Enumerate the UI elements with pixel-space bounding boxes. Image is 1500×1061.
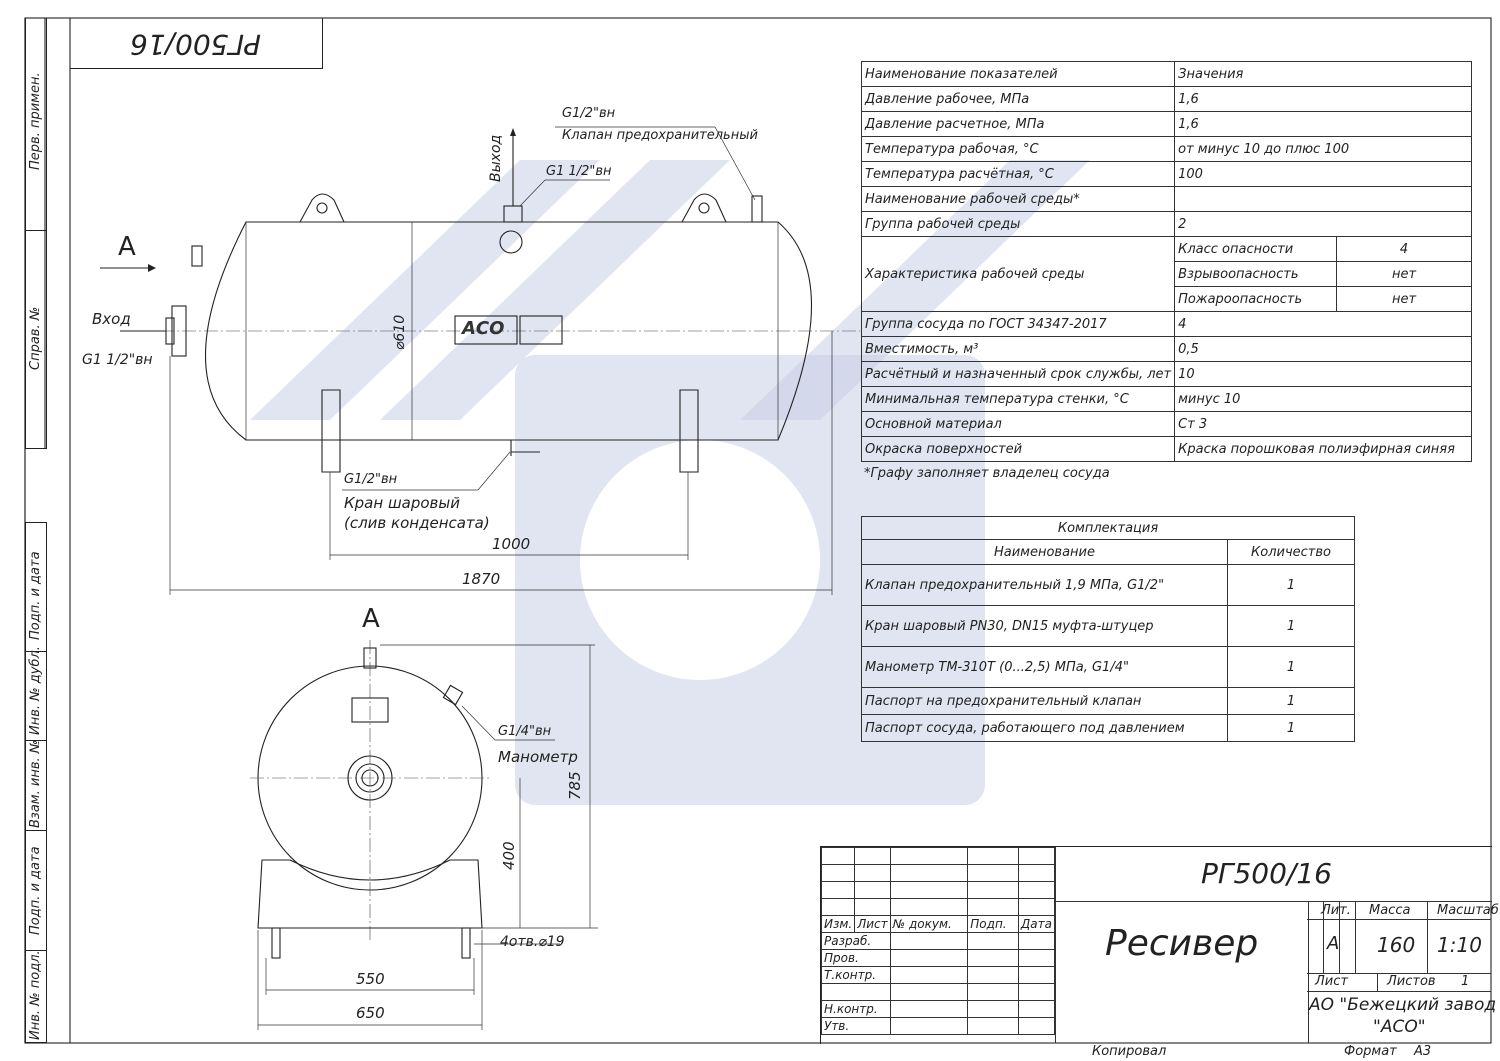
- footnote: *Графу заполняет владелец сосуда: [864, 466, 1110, 481]
- outlet-thread: G1 1/2"вн: [546, 164, 612, 179]
- tb-mass: 160: [1377, 933, 1416, 957]
- role-1: Разраб.: [822, 933, 891, 950]
- table-row: Группа сосуда по ГОСТ 34347-2017 4: [862, 312, 1472, 337]
- table-row: Кран шаровый PN30, DN15 муфта-штуцер 1: [862, 606, 1355, 647]
- kit-col-name: Наименование: [862, 540, 1228, 565]
- dim-550: 550: [356, 970, 385, 988]
- dim-1870: 1870: [462, 570, 501, 588]
- tb-copied: Копировал: [1092, 1044, 1167, 1059]
- table-row: Температура расчётная, °С 100: [862, 162, 1472, 187]
- hdr-date: Дата: [1018, 916, 1054, 933]
- dim-650: 650: [356, 1004, 385, 1022]
- tb-code: РГ500/16: [1201, 857, 1332, 890]
- stamp-code: РГ500/16: [130, 28, 261, 61]
- tb-lit-h: Лит.: [1321, 903, 1351, 918]
- role-2: Пров.: [822, 950, 891, 967]
- role-5: Н.контр.: [822, 1001, 891, 1018]
- table-row: Пожароопасность нет: [862, 287, 1472, 312]
- kit-table: [861, 516, 1355, 742]
- table-row: Группа рабочей среды 2: [862, 212, 1472, 237]
- table-row: Давление расчетное, МПа 1,6: [862, 112, 1472, 137]
- valve-thread: G1/2"вн: [562, 106, 616, 121]
- table-row: Взрывоопасность нет: [862, 262, 1472, 287]
- hdr-izm: Изм.: [822, 916, 855, 933]
- view-label-a-bottom: A: [362, 604, 380, 634]
- table-row: Характеристика рабочей среды Класс опасности 4: [862, 237, 1472, 262]
- kit-title: Комплектация: [862, 517, 1355, 540]
- tb-sheets-n: 1: [1461, 974, 1470, 989]
- valve-label: Клапан предохранительный: [562, 128, 758, 143]
- table-row: Минимальная температура стенки, °С минус 10: [862, 387, 1472, 412]
- role-4: [822, 984, 891, 1001]
- kit-col-qty: Количество: [1228, 540, 1355, 565]
- logo-text: АСО: [462, 318, 505, 339]
- dim-1000: 1000: [492, 535, 531, 553]
- table-row: Расчётный и назначенный срок службы, лет 10: [862, 362, 1472, 387]
- side-label-4: Инв. № дубл.: [28, 646, 43, 735]
- tb-scale-h: Масштаб: [1437, 903, 1499, 918]
- inlet-label: Вход: [92, 310, 131, 328]
- title-block: [820, 846, 1499, 1044]
- spec-table: [861, 61, 1472, 462]
- tb-company-2: "АСО": [1373, 1017, 1426, 1037]
- tb-format: Формат: [1344, 1044, 1397, 1059]
- inlet-thread: G1 1/2"вн: [82, 352, 153, 368]
- hdr-sign: Подп.: [968, 916, 1019, 933]
- table-row: Манометр ТМ-310Т (0...2,5) МПа, G1/4" 1: [862, 647, 1355, 688]
- diameter-label: ⌀610: [392, 314, 408, 350]
- table-row: Паспорт сосуда, работающего под давлением 1: [862, 715, 1355, 742]
- tb-company-1: АО "Бежецкий завод: [1309, 995, 1497, 1015]
- role-3: Т.контр.: [822, 967, 891, 984]
- tb-mass-h: Масса: [1369, 903, 1411, 918]
- table-row: Наименование рабочей среды*: [862, 187, 1472, 212]
- side-label-2: Справ. №: [28, 306, 43, 370]
- tb-name: Ресивер: [1105, 923, 1259, 964]
- table-row: Давление рабочее, МПа 1,6: [862, 87, 1472, 112]
- table-row: Вместимость, м³ 0,5: [862, 337, 1472, 362]
- gauge-thread: G1/4"вн: [498, 724, 552, 739]
- holes-label: 4отв.⌀19: [500, 934, 565, 950]
- table-row: Основной материал Ст 3: [862, 412, 1472, 437]
- drain-label-2: (слив конденсата): [344, 514, 490, 532]
- tb-sheets: Листов: [1387, 974, 1436, 989]
- view-label-a: A: [118, 232, 136, 262]
- tb-scale: 1:10: [1437, 933, 1482, 957]
- side-label-3: Подп. и дата: [28, 551, 43, 640]
- table-row: Клапан предохранительный 1,9 МПа, G1/2" 1: [862, 565, 1355, 606]
- outlet-label: Выход: [488, 134, 504, 182]
- drain-thread: G1/2"вн: [344, 472, 398, 487]
- hdr-list: Лист: [855, 916, 890, 933]
- tb-format-v: А3: [1414, 1044, 1432, 1059]
- tb-lit: А: [1327, 933, 1340, 954]
- table-row: Температура рабочая, °С от минус 10 до плюс 100: [862, 137, 1472, 162]
- side-label-1: Перв. примен.: [28, 72, 43, 170]
- table-row: Окраска поверхностей Краска порошковая полиэфирная синяя: [862, 437, 1472, 462]
- dim-400: 400: [500, 841, 518, 870]
- side-label-5: Взам. инв. №: [28, 739, 43, 828]
- dim-785: 785: [566, 771, 584, 800]
- table-row: Паспорт на предохранительный клапан 1: [862, 688, 1355, 715]
- side-label-7: Инв. № подл.: [28, 950, 43, 1040]
- side-label-6: Подп. и дата: [28, 846, 43, 935]
- stamp-box: [70, 18, 323, 69]
- tb-sheet: Лист: [1315, 974, 1348, 989]
- gauge-label: Манометр: [498, 748, 578, 766]
- role-6: Утв.: [822, 1018, 891, 1035]
- table-row: Наименование показателей Значения: [862, 62, 1472, 87]
- title-block-grid: [821, 847, 1055, 1035]
- drain-label-1: Кран шаровый: [344, 494, 460, 512]
- hdr-doc: № докум.: [890, 916, 968, 933]
